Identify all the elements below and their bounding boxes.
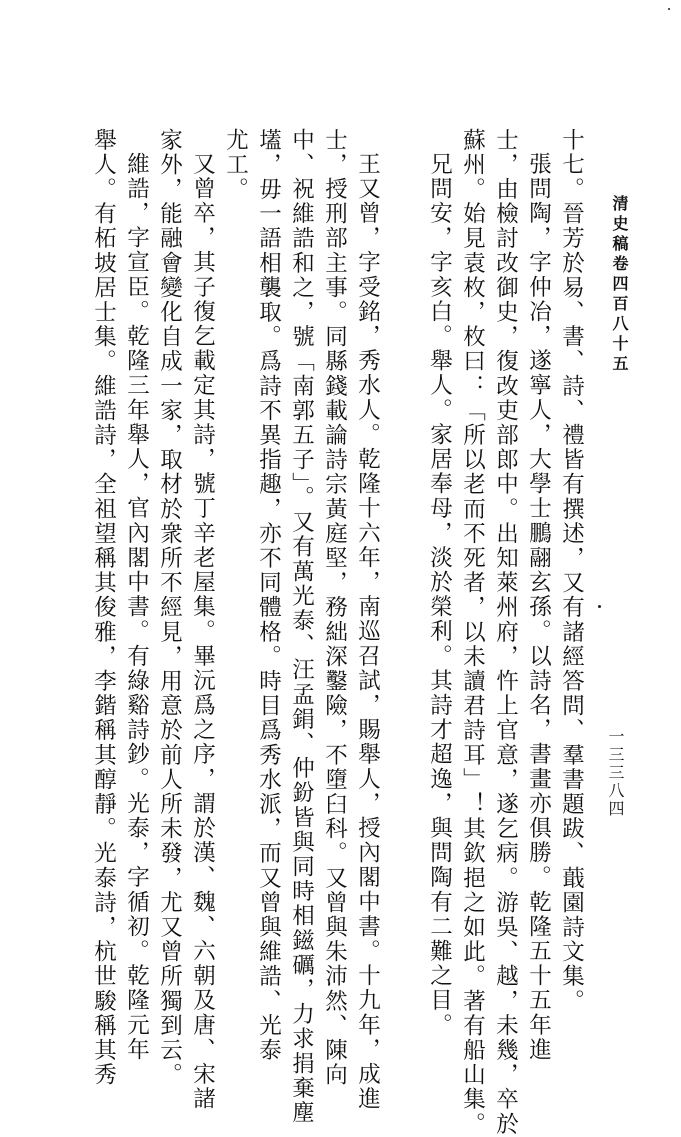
text-column-12: 家外，能融會變化自成一家，取材於衆所不經見，用意於前人所未發，尤又曾所獨到云。 xyxy=(156,128,183,1088)
print-speck xyxy=(598,605,601,608)
text-column-5: 兄問安，字亥白。舉人。家居奉母，淡於榮利。其詩才超逸，與問陶有二難之目。 xyxy=(426,152,453,1038)
print-speck xyxy=(668,8,670,10)
text-column-4: 蘇州。始見袁枚，枚曰：「所以老而不死者，以未讀君詩耳」！其欽挹之如此。著有船山集。 xyxy=(459,128,486,1137)
text-column-7: 士，授刑部主事。同縣錢載論詩宗黃庭堅，務絀深鑿險，不墮臼科。又曾與朱沛然、陳向 xyxy=(321,128,348,1088)
text-column-3: 士，由檢討改御史，復改吏部郎中。出知萊州府，忤上官意，遂乞病。游吳、越，未幾，卒於 xyxy=(492,128,519,1137)
text-column-13: 維誥，字宣臣。乾隆三年舉人，官內閣中書。有綠谿詩鈔。光泰，字循初。乾隆元年 xyxy=(123,152,150,1063)
text-column-11: 又曾卒，其子復乞載定其詩，號丁辛老屋集。畢沅爲之序，謂於漢、魏、六朝及唐、宋諸 xyxy=(189,152,216,1112)
text-column-9: 壒，毋一語相襲取。爲詩不異指趣，亦不同體格。時目爲秀水派，而又曾與維誥、光泰 xyxy=(255,128,282,1063)
page-number: 一三三八四 xyxy=(606,728,625,818)
text-column-14: 舉人。有柘坡居士集。維誥詩，全祖望稱其俊雅，李鍇稱其醇靜。光泰詩，杭世駿稱其秀 xyxy=(90,128,117,1088)
running-header-title: 清史稿卷四百八十五 xyxy=(610,195,629,375)
text-column-8: 中、祝維誥和之，號「南郭五子」。又有萬光泰、汪孟鋗、仲鈖皆與同時相鎡礪，力求捐棄塵 xyxy=(288,128,315,1126)
text-column-10: 尤工。 xyxy=(222,128,249,202)
text-column-2: 張問陶，字仲冶，遂寧人，大學士鵬翮玄孫。以詩名，書畫亦俱勝。乾隆五十五年進 xyxy=(525,152,552,1063)
text-column-1: 十七。晉芳於易、書、詩、禮皆有撰述，又有諸經答問、羣書題跋、蕺園詩文集。 xyxy=(558,128,585,1014)
text-column-6: 王又曾，字受銘，秀水人。乾隆十六年，南巡召試，賜舉人，授內閣中書。十九年，成進 xyxy=(354,152,381,1112)
